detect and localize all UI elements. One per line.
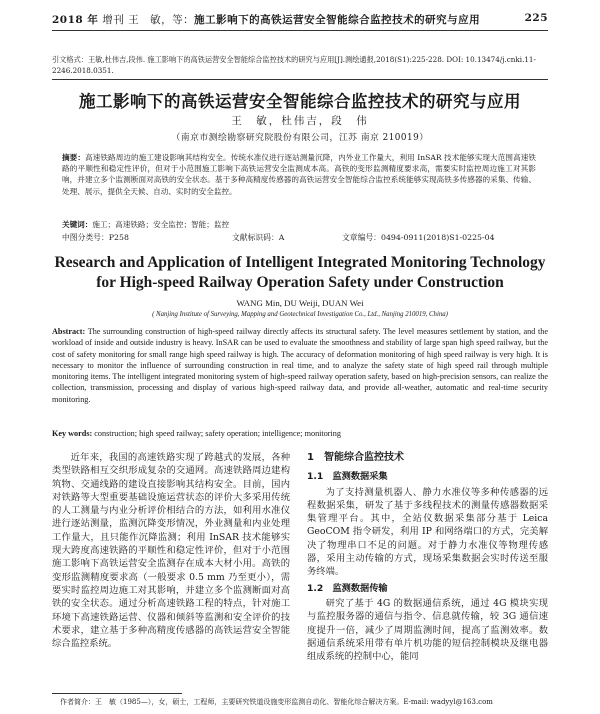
header-left bbox=[52, 12, 480, 27]
keywords-en-text: construction; high speed railway; safety operation; intelligence; monitoring bbox=[94, 429, 341, 438]
abstract-cn-label: 摘要： bbox=[62, 153, 86, 162]
running-header bbox=[52, 12, 548, 27]
abstract-cn-text: 高速铁路周边的施工建设影响其结构安全。传统水准仪进行逐站测量沉降，内外业工作量大，利用 InSAR 技术能够实现大范围高速铁路的平顺性和稳定性评价，但对于小范围施工影响下高铁运营安全监测成本高。高铁的变形监测精度要求高，需要实时监控周边施工对其影响，并建立多个监测断面对高铁的安全状态。基于多种高精度传感器的高铁运营安全智能综合监控系统能够实现高铁多传感器的采集、传输、处理、展示，提供全天候、自动、实时的安全监控。 bbox=[62, 153, 536, 196]
section-1-1-heading: 1.1 监测数据采集 bbox=[307, 471, 388, 483]
keywords-cn-text: 施工；高速铁路；安全监控；智能；监控 bbox=[92, 220, 230, 229]
authors-cn: 王 敏，杜伟吉，段 伟 bbox=[231, 115, 369, 127]
abstract-en bbox=[52, 326, 548, 405]
header-authors: 王 敏，等： bbox=[128, 14, 195, 26]
classification-row bbox=[62, 232, 536, 243]
header-year: 2018 年 bbox=[52, 14, 99, 26]
author-footnote: 作者简介：王 敏（1985—），女，硕士，工程师，主要研究铁道设施变形监测自动化、智能化综合解决方案。E-mail: wadyyl@163.com bbox=[60, 698, 493, 706]
citation-block: 引文格式：王敏,杜伟吉,段伟. 施工影响下的高铁运营安全智能综合监控技术的研究与应用[J].测绘通报,2018(S1):225-228. DOI: 10.13474/j.cnki.11-2246.2018.0351. bbox=[52, 55, 536, 75]
clc-number: 中图分类号：P258 bbox=[62, 233, 129, 242]
abstract-cn bbox=[62, 152, 536, 197]
header-issue: 增刊 bbox=[102, 14, 125, 26]
header-running-title: 施工影响下的高铁运营安全智能综合监控技术的研究与应用 bbox=[194, 14, 481, 26]
keywords-cn-label: 关键词： bbox=[62, 220, 93, 229]
abstract-en-text: The surrounding construction of high-speed railway directly affects its structural safety. The level measures settlement by station, and the workload of inside and outside industry is heavy. InSAR can be used to evaluate the smoothness and stability of large span high speed railway, but the cost of safety monitoring for small range high speed railway is high. The accuracy of deformation monitoring of high speed railway is very high. It is necessary to monitor the influence of surrounding construction in real time, and to analyze the safety state of high speed rail through multiple monitoring items. The intelligent integrated monitoring system of high-speed railway operation safety, based on high-precision sensors, can realize the collection, transmission, processing and display of various high-speed railway data, and provide all-weather, automatic and real-time security monitoring. bbox=[52, 327, 548, 404]
keywords-cn bbox=[62, 219, 536, 230]
section-1-heading: 1 智能综合监控技术 bbox=[307, 452, 404, 463]
keywords-en bbox=[52, 429, 548, 438]
right-column bbox=[307, 451, 548, 663]
section-1-1-paragraph: 为了支持测量机器人、静力水准仪等多种传感器的远程数据采集，研发了基于多线程技术的测量传感器数据采集管理平台。其中，全站仪数据采集部分基于 Leica GeoCOM 指令研发，利用 IP 和网络端口的方式，完美解决了物理串口不足的问题。对于静力水准仪等物理传感器，采用主动传输的方式，现场采集数据会实时传送至服务终端。 bbox=[307, 486, 548, 578]
page-number: 225 bbox=[524, 12, 548, 24]
authors-en: WANG Min, DU Weiji, DUAN Wei bbox=[236, 298, 364, 308]
keywords-en-label: Key words: bbox=[52, 429, 93, 438]
intro-paragraph: 近年来，我国的高速铁路实现了跨越式的发展，各种类型铁路相互交织形成复杂的交通网。高速铁路周边建构筑物、交通线路的建设直接影响其结构安全。目前，国内对铁路等大型重要基础设施运营状态的评价大多采用传统的人工测量与内业分析评价相结合的方法，如利用水准仪进行逐站测量，监测沉降变形情况，外业测量和内业处理工作量大，且只能作沉降监测；利用 InSAR 技术能够实现大跨度高速铁路的平顺性和稳定性评价，但对于小范围施工影响下高铁运营安全监测存在成本大材小用。高铁的变形监测精度要求高（一般要求 0.5 mm 乃至更小），需要实时监控周边施工对其影响，并建立多个监测断面对高铁的安全状态。通过分析高速铁路工程的特点，针对施工环境下高速铁路运营、仪器和倾斜等监测和安全评价的技术要求，建立基于多种高精度传感器的高铁运营安全智能综合监控系统。 bbox=[52, 452, 290, 650]
affiliation-en: ( Nanjing Institute of Surveying, Mapping and Geotechnical Investigation Co., Ltd., Nanjing 210019, China) bbox=[152, 311, 448, 318]
doc-code: 文献标识码：A bbox=[232, 233, 285, 242]
page-title: 施工影响下的高铁运营安全智能综合监控技术的研究与应用 bbox=[79, 92, 521, 111]
header-rule bbox=[52, 30, 548, 31]
title-en: Research and Application of Intelligent Integrated Monitoring Technology for High-speed Railway Operation Safety under Construction bbox=[54, 254, 546, 291]
section-1-2-paragraph: 研究了基于 4G 的数据通信系统，通过 4G 模块实现与监控服务器的通信与指令、信息就传输，较 3G 通信速度提升一倍，减少了周期监测时间，提高了监测效率。数据通信系统采用带有单片机功能的短信控制模块及继电器组成系统的控制中心，能同 bbox=[307, 597, 548, 663]
affiliation-cn: （南京市测绘勘察研究院股份有限公司，江苏 南京 210019） bbox=[171, 133, 429, 143]
citation-rule bbox=[52, 79, 548, 80]
section-1-2-heading: 1.2 监测数据传输 bbox=[307, 582, 388, 594]
footnote-rule bbox=[52, 693, 182, 694]
article-number: 文章编号：0494-0911(2018)S1-0225-04 bbox=[342, 233, 495, 242]
abstract-en-label: Abstract: bbox=[52, 327, 86, 336]
